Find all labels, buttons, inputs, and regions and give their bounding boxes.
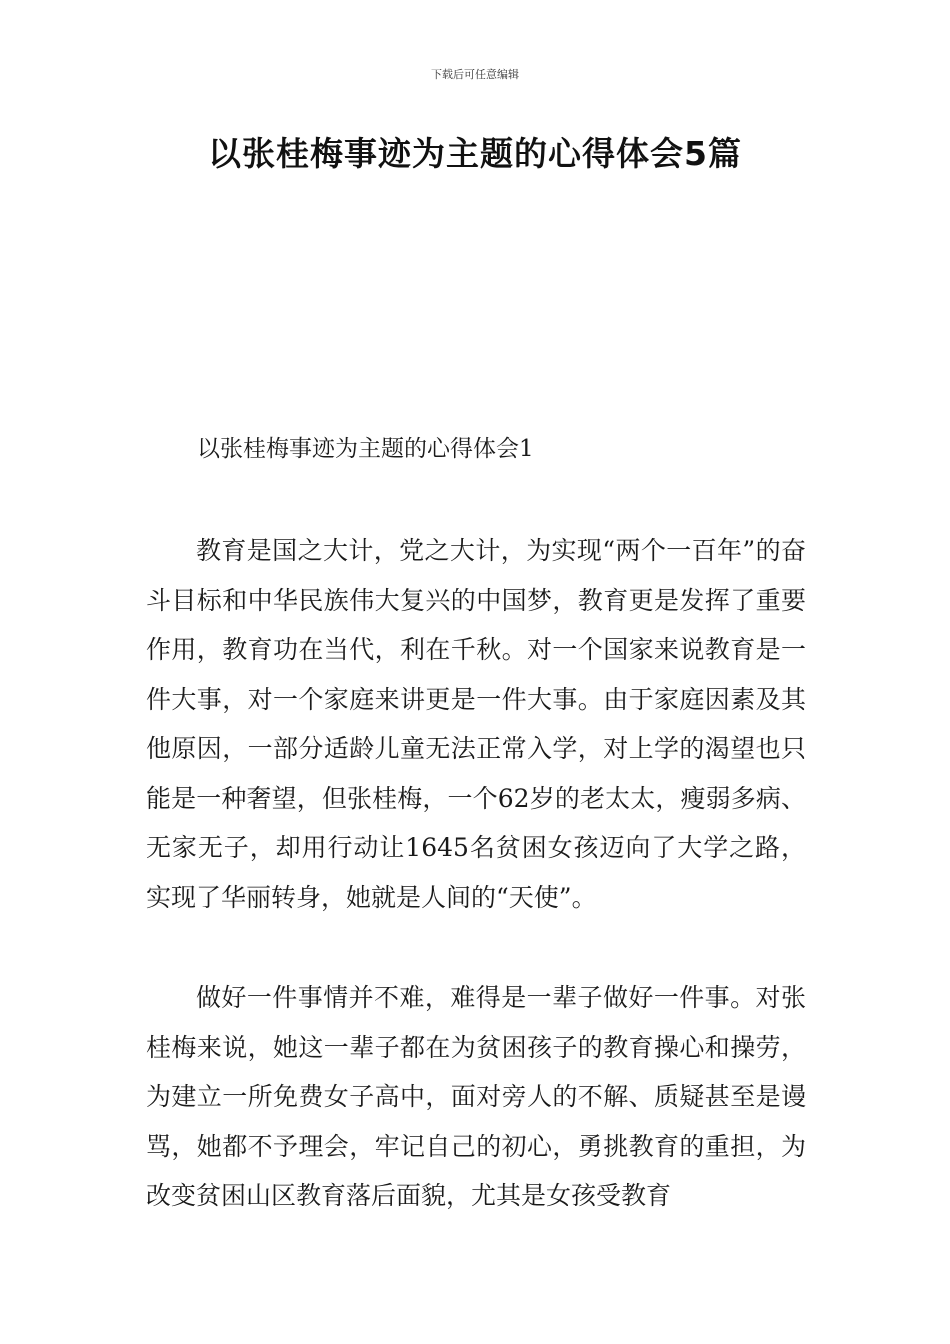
section-heading: 以张桂梅事迹为主题的心得体会1 — [197, 436, 534, 462]
header-note: 下载后可任意编辑 — [431, 68, 519, 81]
document-title: 以张桂梅事迹为主题的心得体会5篇 — [208, 134, 742, 173]
paragraph-2: 做好一件事情并不难，难得是一辈子做好一件事。对张桂梅来说，她这一辈子都在为贫困孩子的教育操心和操劳，为建立一所免费女子高中，面对旁人的不解、质疑甚至是谩骂，她都不予理会，牢记自己的初心，勇挑教育的重担，为改变贫困山区教育落后面貌，尤其是女孩受教育 — [146, 983, 806, 1210]
paragraph-1: 教育是国之大计，党之大计，为实现“两个一百年”的奋斗目标和中华民族伟大复兴的中国梦，教育更是发挥了重要作用，教育功在当代，利在千秋。对一个国家来说教育是一件大事，对一个家庭来讲更是一件大事。由于家庭因素及其他原因，一部分适龄儿童无法正常入学，对上学的渴望也只能是一种奢望，但张桂梅，一个62岁的老太太，瘦弱多病、无家无子，却用行动让1645名贫困女孩迈向了大学之路，实现了华丽转身，她就是人间的“天使”。 — [146, 536, 806, 912]
